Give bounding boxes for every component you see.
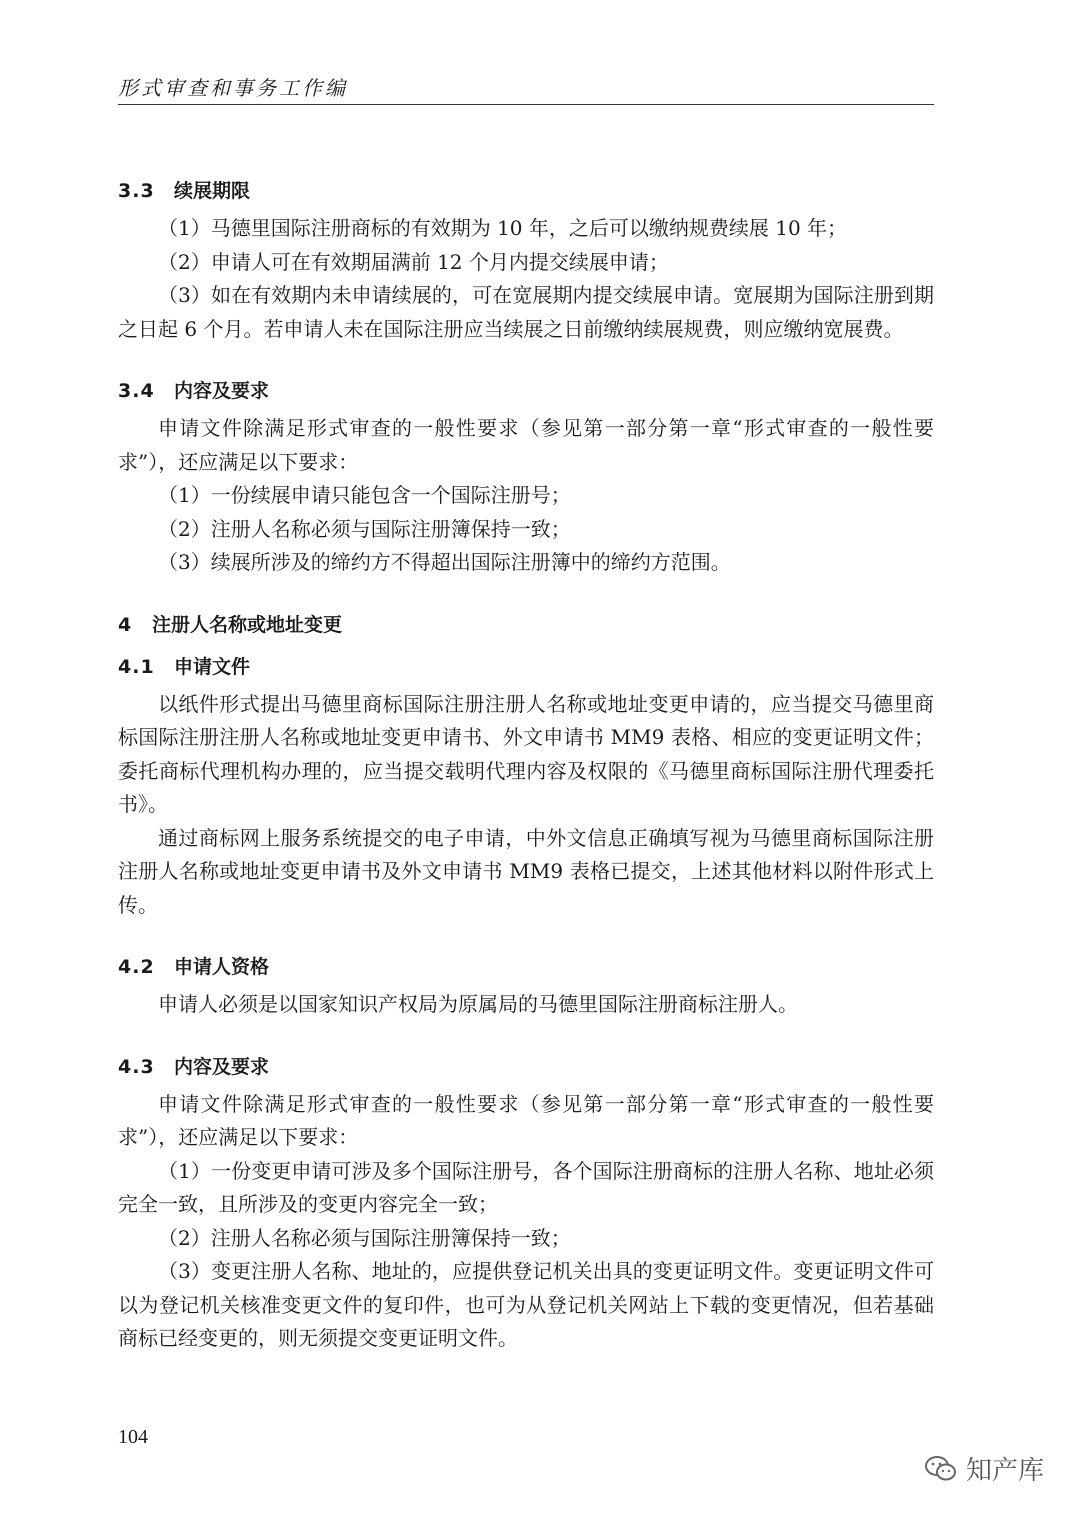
- chapter-heading-4: [118, 604, 934, 646]
- section-number: 3.3: [118, 180, 155, 202]
- header-divider: [118, 104, 934, 105]
- section-heading-4-2: [118, 946, 934, 988]
- section-title: 注册人名称或地址变更: [152, 613, 343, 636]
- paragraph: （2）注册人名称必须与国际注册簿保持一致；: [158, 516, 571, 541]
- section-title: 续展期限: [174, 180, 251, 202]
- section-number: 4.2: [118, 956, 155, 978]
- paragraph: 申请文件除满足形式审查的一般性要求（参见第一部分第一章“形式审查的一般性要求”），还应满足以下要求：: [118, 1091, 934, 1149]
- paragraph: （3）如在有效期内未申请续展的，可在宽展期内提交续展申请。宽展期为国际注册到期之日起 6 个月。若申请人未在国际注册应当续展之日前缴纳续展规费，则应缴纳宽展费。: [118, 283, 934, 341]
- paragraph: （2）申请人可在有效期届满前 12 个月内提交续展申请；: [158, 249, 669, 274]
- paragraph: （2）注册人名称必须与国际注册簿保持一致；: [158, 1225, 571, 1250]
- paragraph: 申请人必须是以国家知识产权局为原属局的马德里国际注册商标注册人。: [158, 992, 798, 1016]
- paragraph: （1）一份续展申请只能包含一个国际注册号；: [158, 483, 571, 507]
- paragraph: 申请文件除满足形式审查的一般性要求（参见第一部分第一章“形式审查的一般性要求”），还应满足以下要求：: [118, 416, 934, 474]
- section-heading-3-4: [118, 370, 934, 412]
- section-title: 内容及要求: [174, 380, 270, 402]
- paragraph: 以纸件形式提出马德里商标国际注册注册人名称或地址变更申请的，应当提交马德里商标国际注册注册人名称或地址变更申请书、外文申请书 MM9 表格、相应的变更证明文件；委托商标代理机构办理的，应当提交载明代理内容及权限的《马德里商标国际注册代理委托书》。: [118, 691, 934, 816]
- running-header: 形式审查和事务工作编: [118, 76, 348, 100]
- paragraph: 通过商标网上服务系统提交的电子申请，中外文信息正确填写视为马德里商标国际注册注册人名称或地址变更申请书及外文申请书 MM9 表格已提交，上述其他材料以附件形式上传。: [118, 825, 934, 917]
- page-number: 104: [118, 1426, 148, 1448]
- paragraph: （3）变更注册人名称、地址的，应提供登记机关出具的变更证明文件。变更证明文件可以为登记机关核准变更文件的复印件，也可为从登记机关网站上下载的变更情况，但若基础商标已经变更的，则无须提交变更证明文件。: [118, 1259, 934, 1350]
- watermark-text: 知产库: [965, 1456, 1044, 1486]
- section-heading-4-3: [118, 1046, 934, 1088]
- section-heading-3-3: [118, 170, 934, 212]
- section-number: 4.1: [118, 655, 155, 678]
- section-number: 4: [118, 613, 133, 636]
- paragraph: （1）一份变更申请可涉及多个国际注册号，各个国际注册商标的注册人名称、地址必须完全一致，且所涉及的变更内容完全一致；: [118, 1158, 934, 1216]
- section-title: 内容及要求: [174, 1055, 270, 1078]
- section-heading-4-1: [118, 646, 934, 688]
- paragraph: （1）马德里国际注册商标的有效期为 10 年，之后可以缴纳规费续展 10 年；: [158, 216, 848, 240]
- section-title: 申请文件: [174, 655, 251, 678]
- watermark: [924, 1450, 1044, 1487]
- section-number: 4.3: [118, 1055, 155, 1078]
- wechat-icon: [924, 1454, 958, 1484]
- section-title: 申请人资格: [174, 956, 270, 978]
- page-body: [118, 170, 934, 1356]
- section-number: 3.4: [118, 380, 155, 402]
- paragraph: （3）续展所涉及的缔约方不得超出国际注册簿中的缔约方范围。: [158, 550, 731, 574]
